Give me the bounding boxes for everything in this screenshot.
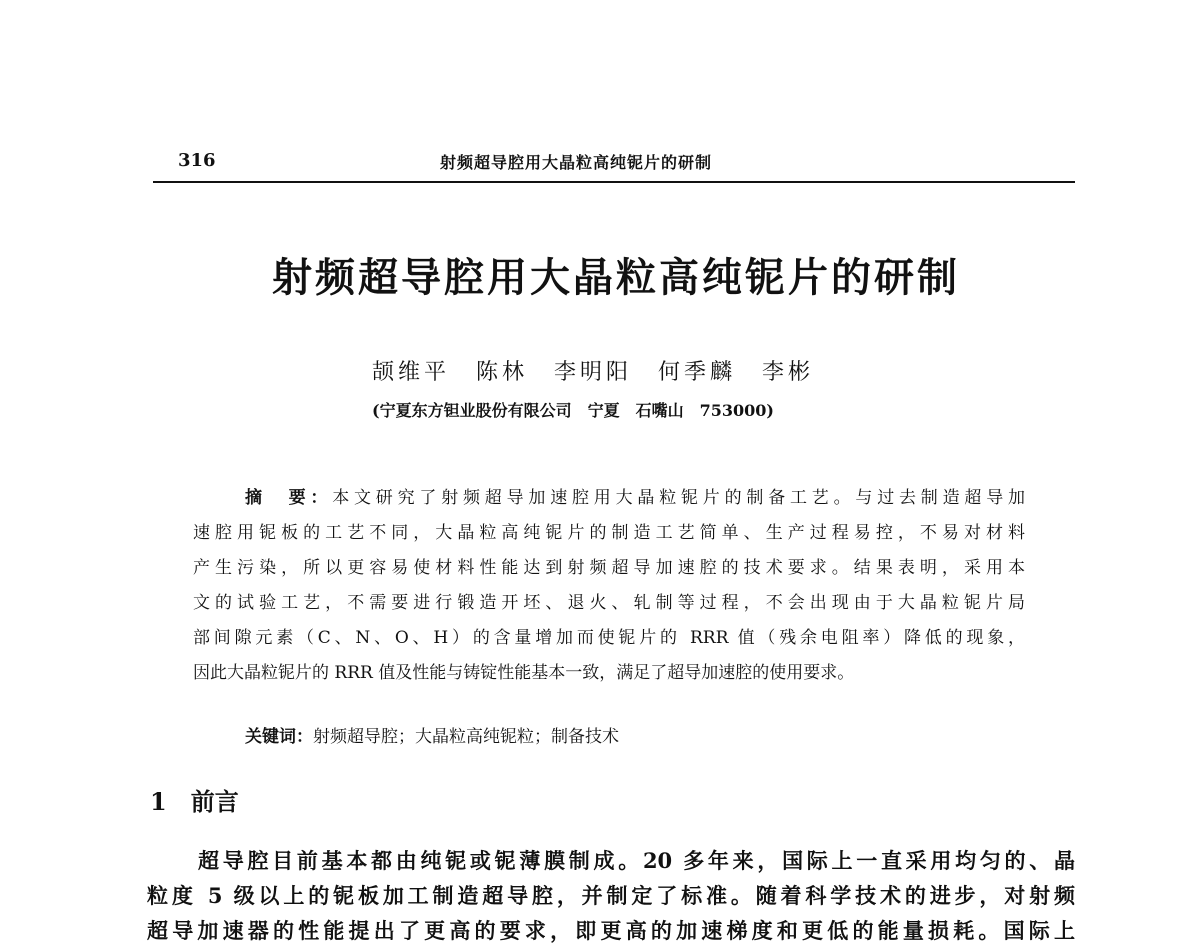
body-line: 粒度 5 级以上的铌板加工制造超导腔，并制定了标准。随着科学技术的进步，对射频 <box>147 883 1075 908</box>
keywords <box>245 722 619 747</box>
abstract-line: 因此大晶粒铌片的 RRR 值及性能与铸锭性能基本一致，满足了超导加速腔的使用要求。 <box>193 663 855 683</box>
page-number: 316 <box>178 150 216 171</box>
abstract-line: 部间隙元素（C、N、O、H）的含量增加而使铌片的 RRR 值（残余电阻率）降低的现象， <box>193 628 1025 648</box>
abstract-line: 产生污染，所以更容易使材料性能达到射频超导加速腔的技术要求。结果表明，采用本 <box>193 558 1025 578</box>
abstract-label: 摘 要： <box>245 488 333 508</box>
abstract-line: 文的试验工艺，不需要进行锻造开坯、退火、轧制等过程，不会出现由于大晶粒铌片局 <box>193 593 1025 613</box>
body-line: 超导腔目前基本都由纯铌或铌薄膜制成。20 多年来，国际上一直采用均匀的、晶 <box>198 848 1075 873</box>
authors: 颉维平 陈林 李明阳 何季麟 李彬 <box>372 360 815 385</box>
section-heading: 1 前言 <box>150 787 239 816</box>
keywords-text: 射频超导腔；大晶粒高纯铌粒；制备技术 <box>313 727 619 747</box>
running-header-title: 射频超导腔用大晶粒高纯铌片的研制 <box>440 153 713 172</box>
affiliation: (宁夏东方钽业股份有限公司 宁夏 石嘴山 753000) <box>372 401 774 420</box>
abstract-line: 速腔用铌板的工艺不同，大晶粒高纯铌片的制造工艺简单、生产过程易控，不易对材料 <box>193 523 1025 543</box>
body-line: 超导加速器的性能提出了更高的要求，即更高的加速梯度和更低的能量损耗。国际上 <box>147 918 1075 943</box>
keywords-label: 关键词： <box>245 727 313 747</box>
paper-title: 射频超导腔用大晶粒高纯铌片的研制 <box>272 254 957 301</box>
header-rule <box>153 181 1075 183</box>
abstract-line: 摘 要：本文研究了射频超导加速腔用大晶粒铌片的制备工艺。与过去制造超导加 <box>245 488 1026 508</box>
